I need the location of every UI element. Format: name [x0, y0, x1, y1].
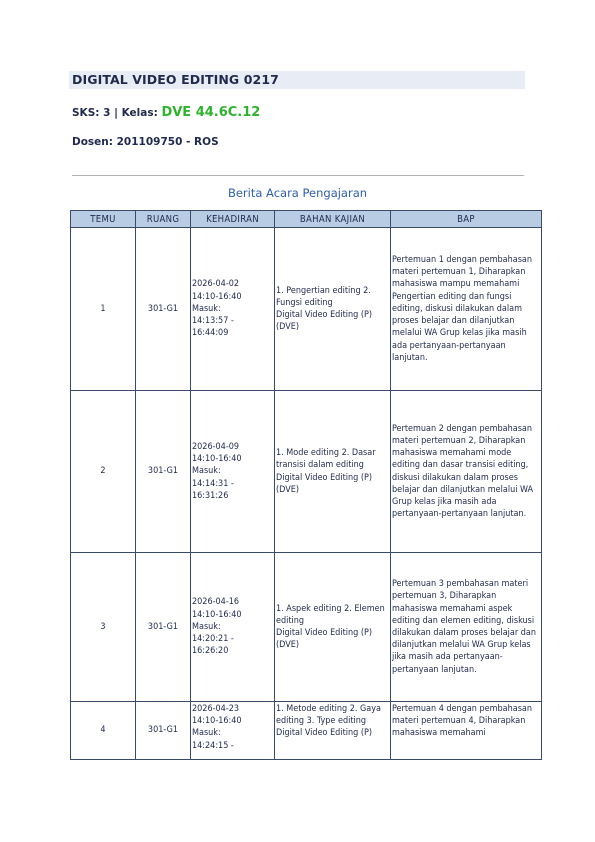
cell-kehadiran — [191, 553, 275, 702]
header-temu: TEMU — [71, 211, 136, 228]
kehadiran-text: 2026-04-23 14:10-16:40 Masuk: 14:24:15 - — [192, 704, 242, 751]
cell-bap: Pertemuan 2 dengan pembahasan materi pertemuan 2, Diharapkan mahasiswa memahami mode editing dan dasar transisi editing, diskusi dilakukan dalam proses belajar dan dilanjutkan melalui WA Grup kelas jika masih ada pertanyaan-pertanyaan lanjutan. — [391, 391, 542, 553]
bahan-text: 1. Mode editing 2. Dasar transisi dalam editing Digital Video Editing (P) (DVE) — [276, 448, 376, 495]
cell-temu: 2 — [71, 391, 136, 553]
cell-bahan-kajian — [275, 228, 391, 391]
cell-temu: 3 — [71, 553, 136, 702]
bahan-text: 1. Metode editing 2. Gaya editing 3. Type editing Digital Video Editing (P) — [276, 704, 382, 739]
cell-temu: 1 — [71, 228, 136, 391]
table-row — [71, 553, 542, 702]
bap-table — [70, 210, 542, 760]
cell-bap: Pertemuan 1 dengan pembahasan materi pertemuan 1, Diharapkan mahasiswa mampu memahami Pengertian editing dan fungsi editing, diskusi dilakukan dalam proses belajar dan dilanjutkan melalui WA Grup kelas jika masih ada pertanyaan-pertanyaan lanjutan. — [391, 228, 542, 391]
kehadiran-text: 2026-04-16 14:10-16:40 Masuk: 14:20:21 - 16:26:20 — [192, 597, 242, 657]
sks-kelas-line — [72, 105, 260, 120]
bahan-text: 1. Pengertian editing 2. Fungsi editing Digital Video Editing (P) (DVE) — [276, 285, 373, 333]
kehadiran-text: 2026-04-02 14:10-16:40 Masuk: 14:13:57 - 16:44:09 — [192, 279, 242, 339]
cell-bap: Pertemuan 4 dengan pembahasan materi pertemuan 4, Diharapkan mahasiswa memahami — [391, 702, 542, 760]
course-title: DIGITAL VIDEO EDITING 0217 — [72, 72, 279, 87]
cell-bap: Pertemuan 3 pembahasan materi pertemuan 3, Diharapkan mahasiswa memahami aspek editing dan elemen editing, diskusi dilakukan dalam proses belajar dan dilanjutkan melalui WA Grup kelas jika masih ada pertanyaan-pertanyaan lanjutan. — [391, 553, 542, 702]
table-header-row — [71, 211, 542, 228]
dosen-line: Dosen: 201109750 - ROS — [72, 136, 219, 148]
cell-ruang: 301-G1 — [136, 702, 191, 760]
cell-ruang: 301-G1 — [136, 391, 191, 553]
section-title: Berita Acara Pengajaran — [227, 186, 368, 200]
table-row — [71, 391, 542, 553]
bahan-text: 1. Aspek editing 2. Elemen editing Digital Video Editing (P) (DVE) — [276, 603, 385, 651]
kehadiran-text: 2026-04-09 14:10-16:40 Masuk: 14:14:31 - 16:31:26 — [192, 441, 242, 501]
header-bahan-kajian: BAHAN KAJIAN — [275, 211, 391, 228]
cell-ruang: 301-G1 — [136, 228, 191, 391]
kelas-value: DVE 44.6C.12 — [161, 105, 261, 120]
header-kehadiran: KEHADIRAN — [191, 211, 275, 228]
table-row — [71, 228, 542, 391]
cell-ruang: 301-G1 — [136, 553, 191, 702]
cell-bahan-kajian — [275, 391, 391, 553]
cell-temu: 4 — [71, 702, 136, 760]
cell-bahan-kajian — [275, 553, 391, 702]
cell-kehadiran — [191, 228, 275, 391]
table-row — [71, 702, 542, 760]
cell-bahan-kajian — [275, 702, 391, 760]
cell-kehadiran — [191, 391, 275, 553]
header-bap: BAP — [391, 211, 542, 228]
header-ruang: RUANG — [136, 211, 191, 228]
cell-kehadiran — [191, 702, 275, 760]
sks-label: SKS: 3 | Kelas: — [72, 107, 158, 119]
divider — [72, 175, 524, 176]
